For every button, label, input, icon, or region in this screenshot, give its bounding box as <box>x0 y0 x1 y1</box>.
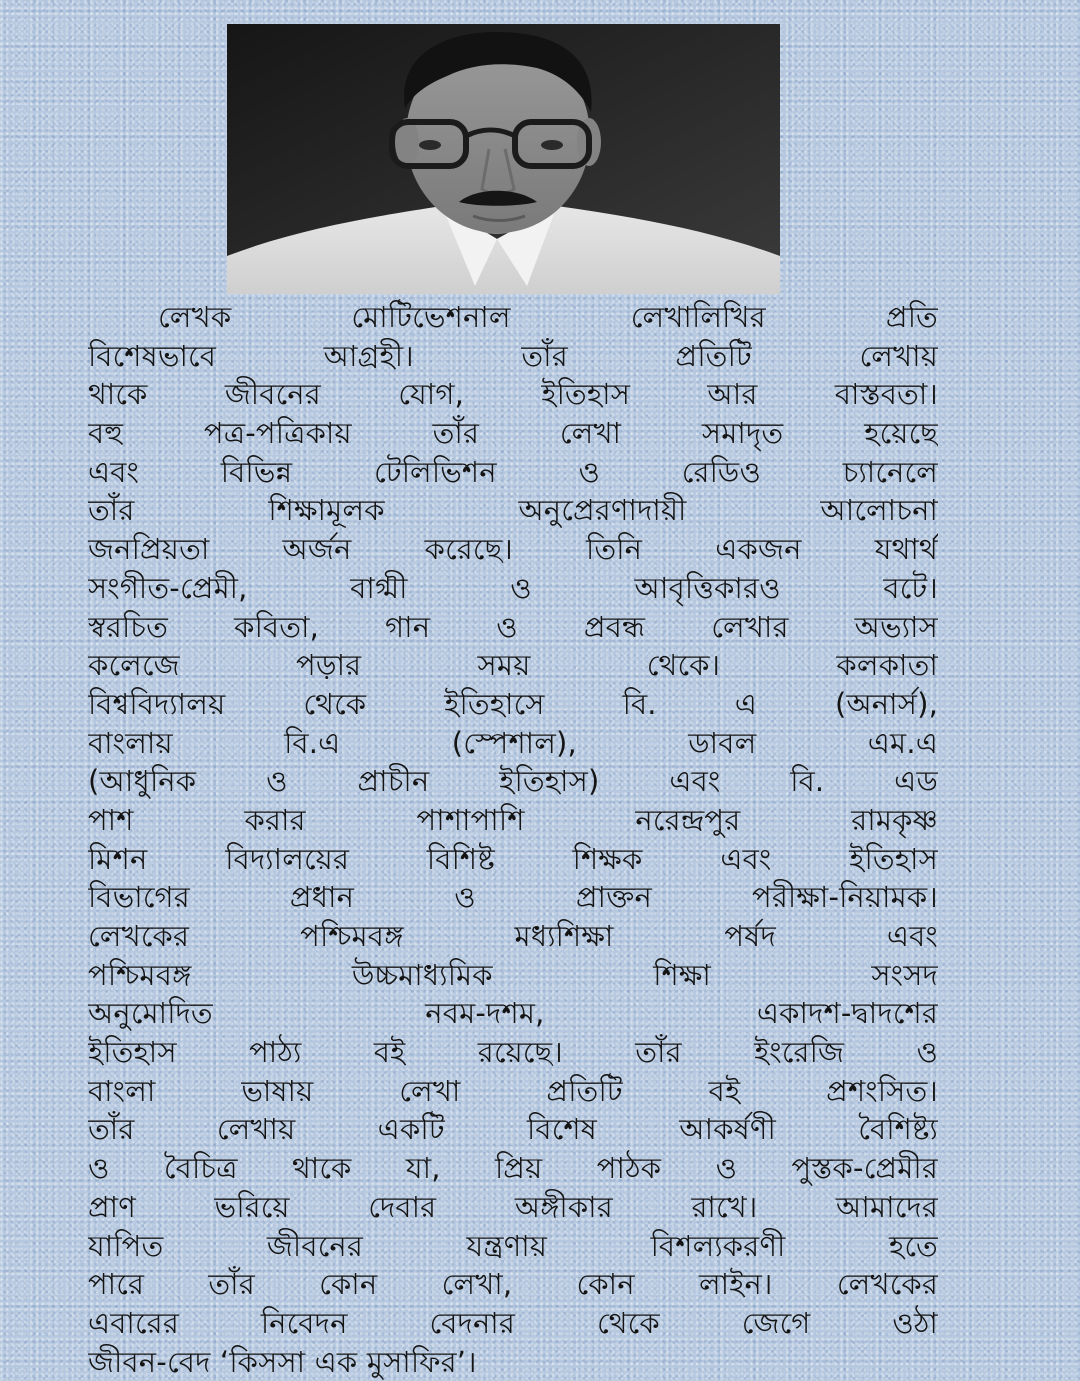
bio-line: লেখকের পশ্চিমবঙ্গ মধ্যশিক্ষা পর্ষদ এবং <box>88 919 938 953</box>
bio-line: জীবন-বেদ ‘কিসসা এক মুসাফির’। <box>88 1344 477 1379</box>
bio-line: (আধুনিক ও প্রাচীন ইতিহাস) এবং বি. এড <box>88 764 938 799</box>
bio-line: কলেজে পড়ার সময় থেকে। কলকাতা <box>88 648 938 683</box>
bio-line: ইতিহাস পাঠ্য বই রয়েছে। তাঁর ইংরেজি ও <box>88 1035 938 1070</box>
bio-line: পারে তাঁর কোন লেখা, কোন লাইন। লেখকের <box>88 1267 938 1302</box>
bio-line: তাঁর লেখায় একটি বিশেষ আকর্ষণী বৈশিষ্ট্য <box>88 1112 938 1147</box>
bio-line: স্বরচিত কবিতা, গান ও প্রবন্ধ লেখার অভ্যাস <box>88 609 938 644</box>
portrait-illustration <box>227 24 780 294</box>
bio-line: মিশন বিদ্যালয়ের বিশিষ্ট শিক্ষক এবং ইতিহাস <box>88 841 938 876</box>
bio-line: অনুমোদিত নবম-দশম, একাদশ-দ্বাদশের <box>88 996 938 1031</box>
bio-line: বহু পত্র-পত্রিকায় তাঁর লেখা সমাদৃত হয়েছে <box>88 416 938 451</box>
bio-line: তাঁর শিক্ষামূলক অনুপ্রেরণাদায়ী আলোচনা <box>88 493 938 528</box>
bio-line: থাকে জীবনের যোগ, ইতিহাস আর বাস্তবতা। <box>88 377 938 412</box>
bio-line: বিশ্ববিদ্যালয় থেকে ইতিহাসে বি. এ (অনার্স), <box>88 686 938 721</box>
author-bio-text <box>88 298 938 1381</box>
bio-line: এবারের নিবেদন বেদনার থেকে জেগে ওঠা <box>88 1305 938 1340</box>
bio-line: বাংলা ভাষায় লেখা প্রতিটি বই প্রশংসিত। <box>88 1073 938 1108</box>
bio-line: বিশেষভাবে আগ্রহী। তাঁর প্রতিটি লেখায় <box>88 338 938 373</box>
bio-line: প্রাণ ভরিয়ে দেবার অঙ্গীকার রাখে। আমাদের <box>88 1189 938 1224</box>
bio-line: পশ্চিমবঙ্গ উচ্চমাধ্যমিক শিক্ষা সংসদ <box>88 957 938 992</box>
author-portrait-photo <box>227 24 780 294</box>
bio-line: জনপ্রিয়তা অর্জন করেছে। তিনি একজন যথার্থ <box>88 532 938 567</box>
bio-line: বিভাগের প্রধান ও প্রাক্তন পরীক্ষা-নিয়ামক। <box>88 880 938 915</box>
bio-line: এবং বিভিন্ন টেলিভিশন ও রেডিও চ্যানেলে <box>88 454 938 489</box>
bio-line: যাপিত জীবনের যন্ত্রণায় বিশল্যকরণী হতে <box>88 1228 938 1263</box>
bio-line: সংগীত-প্রেমী, বাগ্মী ও আবৃত্তিকারও বটে। <box>88 570 938 605</box>
bio-line: ও বৈচিত্র থাকে যা, প্রিয় পাঠক ও পুস্তক-প্রেমীর <box>88 1151 938 1186</box>
bio-line: লেখক মোটিভেশনাল লেখালিখির প্রতি <box>158 300 938 334</box>
bio-line: বাংলায় বি.এ (স্পেশাল), ডাবল এম.এ <box>88 725 938 760</box>
bio-line: পাশ করার পাশাপাশি নরেন্দ্রপুর রামকৃষ্ণ <box>88 802 938 837</box>
